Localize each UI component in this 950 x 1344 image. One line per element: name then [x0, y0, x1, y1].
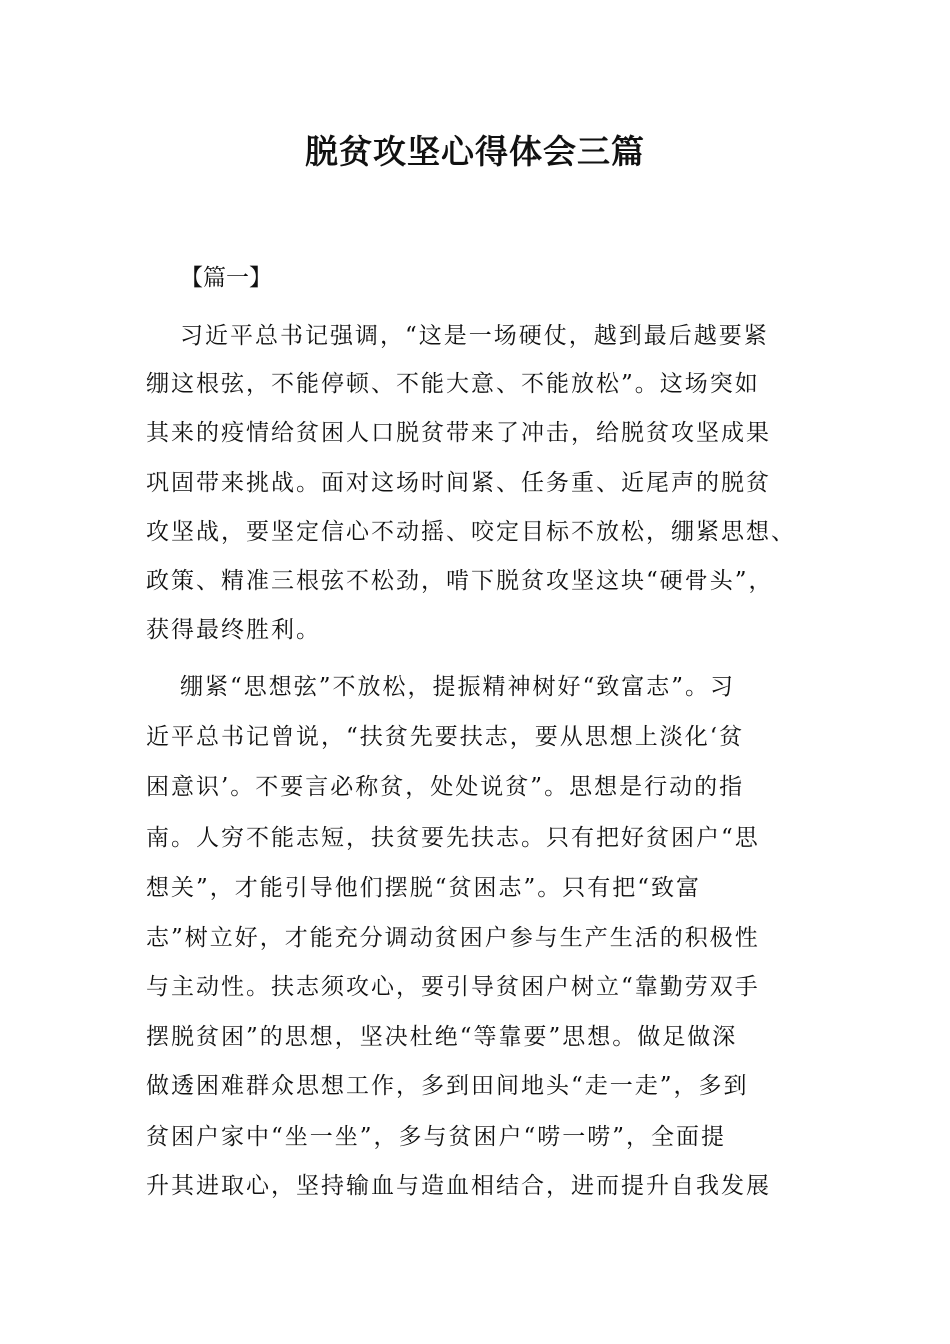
text-line: 志”树立好，才能充分调动贫困户参与生产生活的积极性	[146, 925, 760, 951]
text-line: 绷紧“思想弦”不放松，提振精神树好“致富志”。习	[180, 674, 736, 700]
document-title: 脱贫攻坚心得体会三篇	[305, 132, 645, 171]
text-line: 想关”，才能引导他们摆脱“贫困志”。只有把“致富	[146, 875, 702, 901]
text-line: 困意识’。不要言必称贫，处处说贫”。思想是行动的指	[146, 774, 745, 800]
text-line: 巩固带来挑战。面对这场时间紧、任务重、近尾声的脱贫	[146, 470, 771, 496]
text-line: 贫困户家中“坐一坐”，多与贫困户“唠一唠”，全面提	[146, 1124, 727, 1150]
text-line: 其来的疫情给贫困人口脱贫带来了冲击，给脱贫攻坚成果	[146, 420, 771, 446]
text-line: 获得最终胜利。	[146, 617, 321, 643]
text-line: 升其进取心，坚持输血与造血相结合，进而提升自我发展	[146, 1173, 771, 1199]
text-line: 做透困难群众思想工作，多到田间地头“走一走”，多到	[146, 1073, 749, 1099]
text-line: 南。人穷不能志短，扶贫要先扶志。只有把好贫困户“思	[146, 825, 760, 851]
text-line: 与主动性。扶志须攻心，要引导贫困户树立“靠勤劳双手	[146, 974, 760, 1000]
text-line: 政策、精准三根弦不松劲，啃下脱贫攻坚这块“硬骨头”，	[146, 568, 774, 594]
text-line: 近平总书记曾说，“扶贫先要扶志，要从思想上淡化‘贫	[146, 724, 745, 750]
section-label: 【篇一】	[180, 265, 272, 291]
text-line: 习近平总书记强调，“这是一场硬仗，越到最后越要紧	[180, 323, 769, 349]
text-line: 攻坚战，要坚定信心不动摇、咬定目标不放松，绷紧思想、	[146, 519, 796, 545]
text-line: 摆脱贫困”的思想，坚决杜绝“等靠要”思想。做足做深	[146, 1024, 738, 1050]
text-line: 绷这根弦，不能停顿、不能大意、不能放松”。这场突如	[146, 371, 760, 397]
